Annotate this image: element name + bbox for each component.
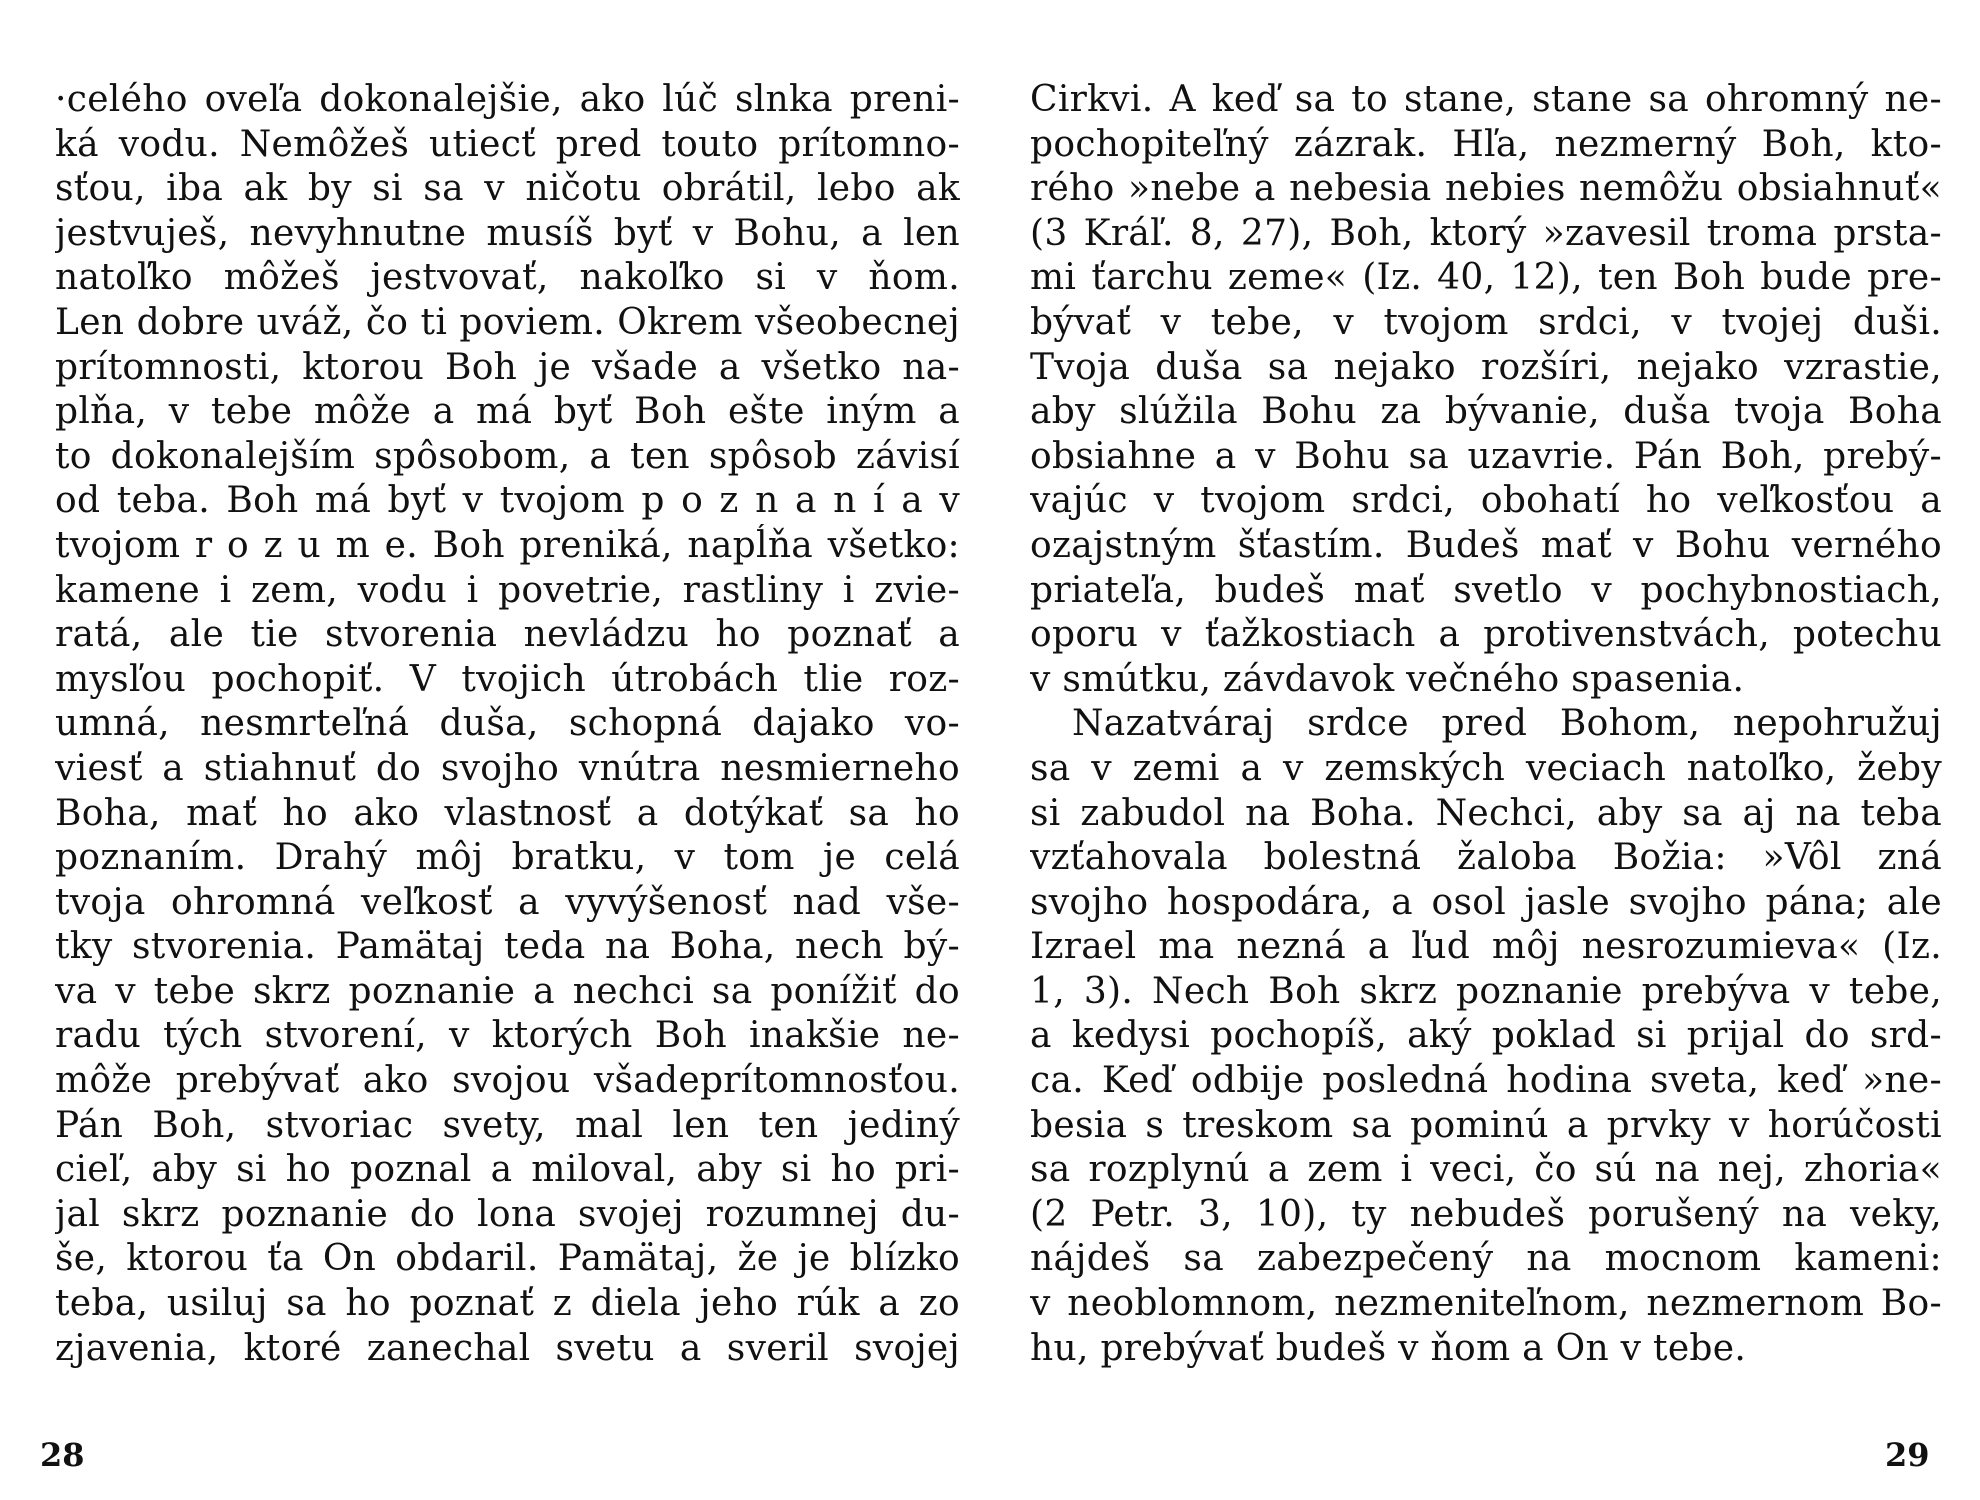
text-line: svojho hospodára, a osol jasle svojho pána; ale xyxy=(1030,881,1942,923)
text-line: rého »nebe a nebesia nebies nemôžu obsiahnuť« xyxy=(1030,168,1942,210)
text-line: 1, 3). Nech Boh skrz poznanie prebýva v tebe, xyxy=(1030,970,1942,1012)
text-line: jestvuješ, nevyhnutne musíš byť v Bohu, a len xyxy=(55,212,960,254)
text-line: radu tých stvorení, v ktorých Boh inakšie ne- xyxy=(55,1015,960,1057)
text-line: aby slúžila Bohu za bývanie, duša tvoja Boha xyxy=(1030,391,1942,433)
text-line: (2 Petr. 3, 10), ty nebudeš porušený na veky, xyxy=(1030,1193,1942,1235)
text-line: od teba. Boh má byť v tvojom p o z n a n í a v xyxy=(55,480,960,522)
text-line: ·celého oveľa dokonalejšie, ako lúč slnka preni- xyxy=(55,79,960,120)
text-line: Nazatváraj srdce pred Bohom, nepohružuj xyxy=(1072,703,1942,745)
text-line: hu, prebývať budeš v ňom a On v tebe. xyxy=(1030,1327,1747,1369)
text-line: prítomnosti, ktorou Boh je všade a všetko na- xyxy=(55,346,960,388)
text-line: mi ťarchu zeme« (Iz. 40, 12), ten Boh bude pre- xyxy=(1030,257,1942,299)
text-line: Pán Boh, stvoriac svety, mal len ten jediný xyxy=(55,1104,960,1146)
text-line: ká vodu. Nemôžeš utiecť pred touto prítomno- xyxy=(55,123,960,165)
page-number-left: 28 xyxy=(40,1436,85,1474)
text-line: vajúc v tvojom srdci, obohatí ho veľkosťou a xyxy=(1030,480,1942,522)
text-line: pochopiteľný zázrak. Hľa, nezmerný Boh, kto- xyxy=(1030,123,1942,165)
text-line: umná, nesmrteľná duša, schopná dajako vo- xyxy=(55,703,960,745)
text-line: vzťahovala bolestná žaloba Božia: »Vôl zná xyxy=(1030,837,1942,879)
text-line: ratá, ale tie stvorenia nevládzu ho poznať a xyxy=(55,614,960,656)
text-line: v neoblomnom, nezmeniteľnom, nezmernom Bo- xyxy=(1030,1283,1942,1325)
text-line: priateľa, budeš mať svetlo v pochybnostiach, xyxy=(1030,569,1942,611)
text-line: poznaním. Drahý môj bratku, v tom je celá xyxy=(55,837,960,879)
text-line: še, ktorou ťa On obdaril. Pamätaj, že je blízko xyxy=(55,1238,960,1280)
text-line: (3 Kráľ. 8, 27), Boh, ktorý »zavesil troma prsta- xyxy=(1030,212,1942,254)
text-line: to dokonalejším spôsobom, a ten spôsob závisí xyxy=(55,435,960,477)
text-line: Tvoja duša sa nejako rozšíri, nejako vzrastie, xyxy=(1030,346,1942,388)
text-line: si zabudol na Boha. Nechci, aby sa aj na teba xyxy=(1030,792,1942,834)
text-line: ozajstným šťastím. Budeš mať v Bohu verného xyxy=(1030,524,1942,566)
text-line: bývať v tebe, v tvojom srdci, v tvojej duši. xyxy=(1030,301,1942,343)
text-line: tvojom r o z u m e. Boh preniká, napĺňa všetko: xyxy=(55,524,960,566)
text-line: Cirkvi. A keď sa to stane, stane sa ohromný ne- xyxy=(1030,79,1942,120)
text-line: sťou, iba ak by si sa v ničotu obrátil, lebo ak xyxy=(55,168,960,210)
text-line: va v tebe skrz poznanie a nechci sa ponížiť do xyxy=(55,970,960,1012)
text-line: cieľ, aby si ho poznal a miloval, aby si ho pri- xyxy=(55,1149,960,1191)
text-line: viesť a stiahnuť do svojho vnútra nesmierneho xyxy=(55,747,960,789)
text-line: sa v zemi a v zemských veciach natoľko, žeby xyxy=(1030,747,1942,789)
right-page xyxy=(1030,78,1942,1371)
left-page xyxy=(55,78,960,1371)
text-line: teba, usiluj sa ho poznať z diela jeho rúk a zo xyxy=(55,1283,960,1325)
text-line: ca. Keď odbije posledná hodina sveta, keď »ne- xyxy=(1030,1060,1942,1102)
page-number-right: 29 xyxy=(1885,1436,1930,1474)
text-line: besia s treskom sa pominú a prvky v horúčosti xyxy=(1030,1104,1942,1146)
text-line: nájdeš sa zabezpečený na mocnom kameni: xyxy=(1030,1238,1942,1280)
text-line: a kedysi pochopíš, aký poklad si prijal do srd- xyxy=(1030,1015,1942,1057)
text-line: môže prebývať ako svojou všadeprítomnosťou. xyxy=(55,1060,960,1102)
text-line: obsiahne a v Bohu sa uzavrie. Pán Boh, prebý- xyxy=(1030,435,1942,477)
text-line: Izrael ma nezná a ľud môj nesrozumieva« (Iz. xyxy=(1030,926,1942,968)
text-line: v smútku, závdavok večného spasenia. xyxy=(1030,658,1745,700)
text-line: jal skrz poznanie do lona svojej rozumnej du- xyxy=(55,1193,960,1235)
text-line: Len dobre uváž, čo ti poviem. Okrem všeobecnej xyxy=(55,301,960,343)
text-line: tky stvorenia. Pamätaj teda na Boha, nech bý- xyxy=(55,926,960,968)
text-line: oporu v ťažkostiach a protivenstvách, potechu xyxy=(1030,614,1942,656)
text-line: sa rozplynú a zem i veci, čo sú na nej, zhoria« xyxy=(1030,1149,1942,1191)
text-line: plňa, v tebe môže a má byť Boh ešte iným a xyxy=(55,391,960,433)
text-line: kamene i zem, vodu i povetrie, rastliny i zvie- xyxy=(55,569,960,611)
text-line: mysľou pochopiť. V tvojich útrobách tlie roz- xyxy=(55,658,960,700)
text-line: Boha, mať ho ako vlastnosť a dotýkať sa ho xyxy=(55,792,960,834)
text-line: natoľko môžeš jestvovať, nakoľko si v ňom. xyxy=(55,257,960,299)
text-line: zjavenia, ktoré zanechal svetu a sveril svojej xyxy=(55,1327,960,1369)
text-line: tvoja ohromná veľkosť a vyvýšenosť nad vše- xyxy=(55,881,960,923)
